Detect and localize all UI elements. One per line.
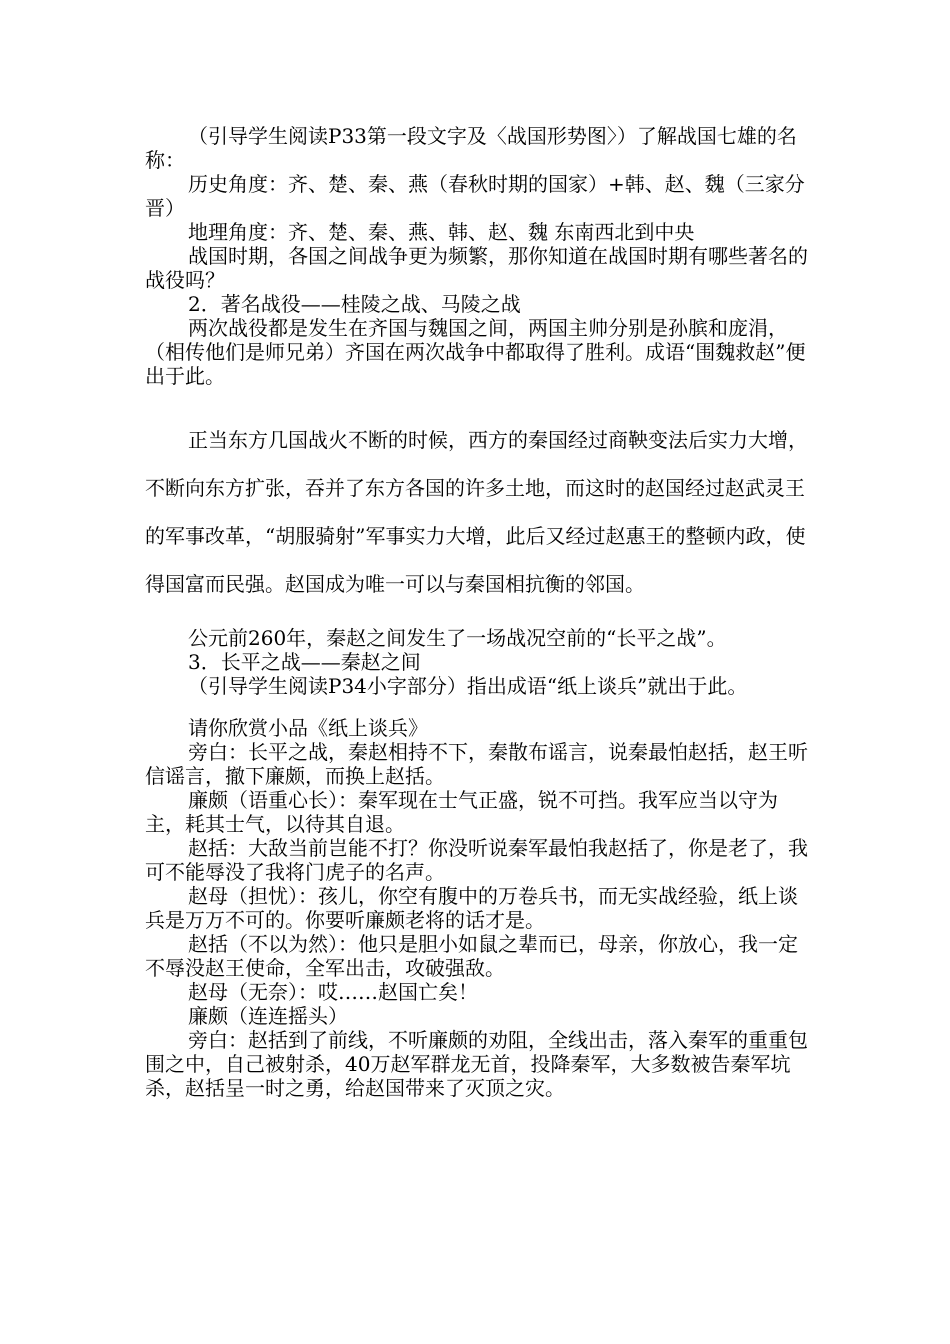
paragraph-battles-question: 战国时期，各国之间战争更为频繁，那你知道在战国时期有哪些著名的战役吗？ — [145, 244, 808, 292]
paragraph-qi-wei-battles: 两次战役都是发生在齐国与魏国之间，两国主帅分别是孙膑和庞涓，（相传他们是师兄弟）齐国在两次战争中都取得了胜利。成语“围魏救赵”便出于此。 — [145, 316, 806, 388]
paragraph-narration-2: 旁白：赵括到了前线，不听廉颇的劝阻，全线出击，落入秦军的重重包围之中，自己被射杀，40万赵军群龙无首，投降秦军，大多数被告秦军坑杀，赵括呈一时之勇，给赵国带来了灭顶之灾。 — [145, 1028, 808, 1100]
paragraph-zhao-kuo-line-1: 赵括：大敌当前岂能不打？你没听说秦军最怕我赵括了，你是老了，我可不能辱没了我将门虎子的名声。 — [145, 836, 808, 884]
paragraph-zhao-mother-line-2: 赵母（无奈）：哎……赵国亡矣！ — [188, 980, 478, 1004]
section-qin-zhao-background — [145, 416, 815, 608]
paragraph-qin-zhao-rise: 正当东方几国战火不断的时候，西方的秦国经过商鞅变法后实力大增，不断向东方扩张，吞并了东方各国的许多土地，而这时的赵国经过赵武灵王的军事改革，“胡服骑射”军事实力大增，此后又经过赵惠王的整顿内政，使得国富而民强。赵国成为唯一可以与秦国相抗衡的邻国。 — [145, 428, 808, 596]
paragraph-geographical-view: 地理角度：齐、楚、秦、燕、韩、赵、魏 东南西北到中央 — [188, 220, 695, 244]
document-page — [145, 124, 815, 1100]
spacer — [145, 698, 815, 716]
heading-famous-battles: 2．著名战役——桂陵之战、马陵之战 — [188, 292, 521, 316]
paragraph-zhao-kuo-line-2: 赵括（不以为然）：他只是胆小如鼠之辈而已，母亲，你放心，我一定不辱没赵王使命，全军出击，攻破强敌。 — [145, 932, 798, 980]
spacer — [145, 608, 815, 626]
paragraph-sketch-title: 请你欣赏小品《纸上谈兵》 — [188, 716, 428, 740]
heading-changping-battle: 3．长平之战——秦赵之间 — [188, 650, 421, 674]
section-changping — [145, 626, 815, 698]
paragraph-lian-po-line: 廉颇（语重心长）：秦军现在士气正盛，锐不可挡。我军应当以守为主，耗其士气，以待其自退。 — [145, 788, 778, 836]
section-sketch-script — [145, 716, 815, 1100]
paragraph-lian-po-action: 廉颇（连连摇头） — [188, 1004, 348, 1028]
section-warring-states-intro — [145, 124, 815, 388]
spacer — [145, 388, 815, 416]
paragraph-narration-1: 旁白：长平之战，秦赵相持不下，秦散布谣言，说秦最怕赵括，赵王听信谣言，撤下廉颇，而换上赵括。 — [145, 740, 808, 788]
paragraph-changping-intro: 公元前260年，秦赵之间发生了一场战况空前的“长平之战”。 — [188, 626, 727, 650]
paragraph-reading-guide: （引导学生阅读P33第一段文字及〈战国形势图〉）了解战国七雄的名称： — [145, 124, 797, 172]
paragraph-historical-view: 历史角度：齐、楚、秦、燕（春秋时期的国家）+韩、赵、魏（三家分晋） — [145, 172, 805, 220]
paragraph-zhao-mother-line-1: 赵母（担忧）：孩儿，你空有腹中的万卷兵书，而无实战经验，纸上谈兵是万万不可的。你要听廉颇老将的话才是。 — [145, 884, 798, 932]
paragraph-idiom-origin: （引导学生阅读P34小字部分）指出成语“纸上谈兵”就出于此。 — [188, 674, 748, 698]
